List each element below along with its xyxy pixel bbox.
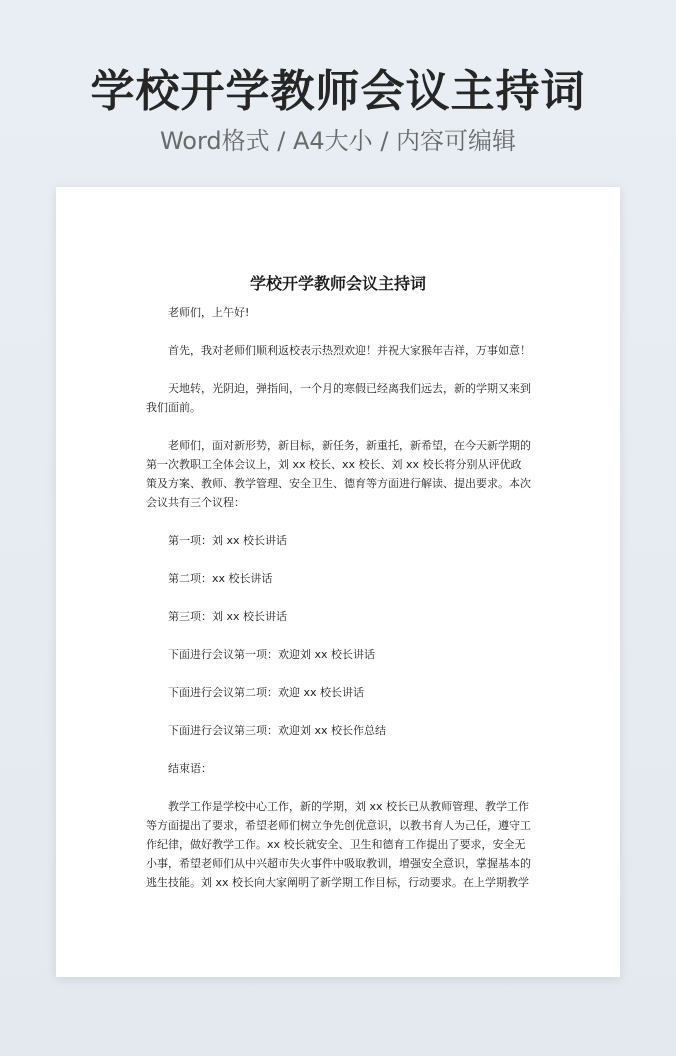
paragraph-agenda-intro: 老师们，面对新形势，新目标，新任务，新重托，新希望，在今天新学期的第一次教职工全体会议上，刘 xx 校长、xx 校长、刘 xx 校长将分别从评优政策及方案、教师、教学管理、安全卫生、德育等方面进行解读、提出要求。本次会议共有三个议程： [146,439,531,509]
paragraph-agenda-item-1: 第一项：刘 xx 校长讲话 [168,534,288,547]
document-body [146,303,532,892]
paragraph-agenda-item-3: 第三项：刘 xx 校长讲话 [168,610,288,623]
paragraph-agenda-item-2: 第二项：xx 校长讲话 [168,572,273,585]
paragraph-welcome: 首先，我对老师们顺利返校表示热烈欢迎！并祝大家猴年吉祥，万事如意！ [168,344,531,357]
paragraph-greeting: 老师们，上午好! [168,306,250,319]
paragraph-closing: 教学工作是学校中心工作，新的学期，刘 xx 校长已从教师管理、教学工作等方面提出了要求，希望老师们树立争先创优意识，以教书育人为己任，遵守工作纪律，做好教学工作。xx 校长就安全、卫生和德育工作提出了要求，安全无小事，希望老师们从中兴超市失火事件中吸取教训，增强安全意识，掌握基本的逃生技能。刘 xx 校长向大家阐明了新学期工作目标，行动要求。在上学期教学 [146,800,531,889]
paragraph-intro: 天地转，光阴迫，弹指间，一个月的寒假已经离我们远去，新的学期又来到我们面前。 [146,382,531,414]
main-title: 学校开学教师会议主持词 [90,66,586,117]
paragraph-closing-label: 结束语： [168,762,212,775]
paragraph-session-2: 下面进行会议第二项：欢迎 xx 校长讲话 [168,686,365,699]
document-page [56,187,620,977]
subtitle: Word格式 / A4大小 / 内容可编辑 [159,127,517,155]
paragraph-session-3: 下面进行会议第三项：欢迎刘 xx 校长作总结 [168,724,387,737]
document-title: 学校开学教师会议主持词 [249,274,426,293]
page-header [0,62,676,158]
paragraph-session-1: 下面进行会议第一项：欢迎刘 xx 校长讲话 [168,648,376,661]
